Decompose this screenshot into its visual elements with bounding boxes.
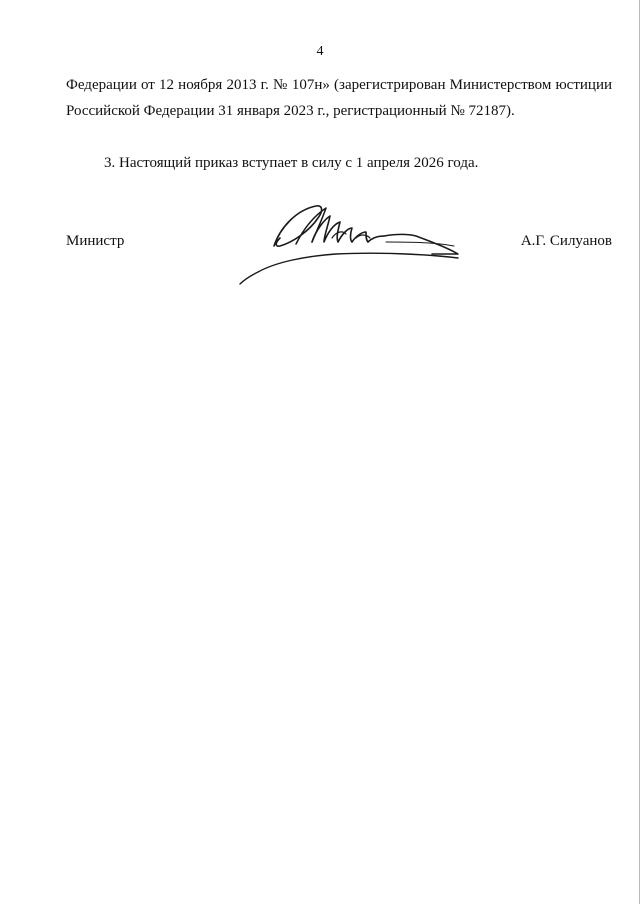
signer-position: Министр <box>66 233 125 249</box>
paragraph-continuation: Федерации от 12 ноября 2013 г. № 107н» (зарегистрирован Министерством юстиции Российской Федерации 31 января 2023 г., регистрационный № 72187). <box>66 77 612 119</box>
signer-name: А.Г. Силуанов <box>520 233 612 249</box>
page-number: 4 <box>316 44 324 59</box>
paragraph-effective-date: 3. Настоящий приказ вступает в силу с 1 апреля 2026 года. <box>104 155 479 171</box>
handwritten-signature-icon <box>236 198 466 288</box>
